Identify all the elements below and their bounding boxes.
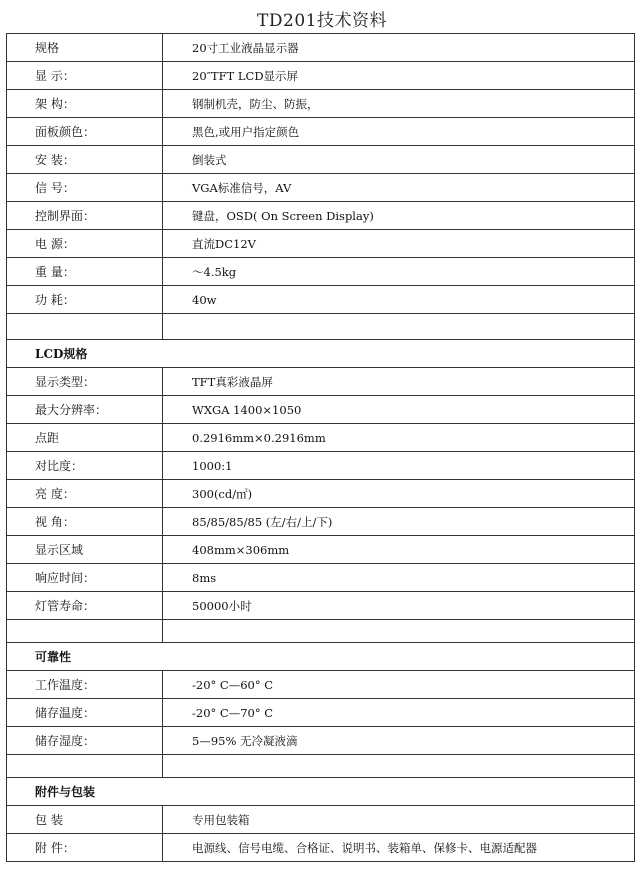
spec-value: 8ms (163, 564, 635, 592)
spec-value: -20° C—60° C (163, 671, 635, 699)
spec-value: 20寸工业液晶显示器 (163, 34, 635, 62)
spec-label: 储存温度： (7, 699, 163, 727)
spec-label: 显 示： (7, 62, 163, 90)
empty-row (7, 620, 635, 643)
table-row (7, 592, 635, 620)
spec-value: VGA标准信号，AV (163, 174, 635, 202)
spec-label: 点距 (7, 424, 163, 452)
table-row (7, 118, 635, 146)
empty-row (7, 755, 635, 778)
table-row (7, 508, 635, 536)
spec-label: 储存湿度： (7, 727, 163, 755)
spec-value: 黑色,或用户指定颜色 (163, 118, 635, 146)
spec-label: 安 装： (7, 146, 163, 174)
spec-value: 20″TFT LCD显示屏 (163, 62, 635, 90)
spec-label: 附 件： (7, 834, 163, 862)
table-row (7, 564, 635, 592)
spec-value: ～4.5kg (163, 258, 635, 286)
spec-label: 对比度： (7, 452, 163, 480)
table-row (7, 286, 635, 314)
table-row (7, 536, 635, 564)
spec-label: 控制界面： (7, 202, 163, 230)
table-row (7, 34, 635, 62)
spec-label: 规格 (7, 34, 163, 62)
spec-value: 键盘，OSD( On Screen Display) (163, 202, 635, 230)
section-heading-reliability: 可靠性 (7, 643, 635, 671)
spec-label: 最大分辨率： (7, 396, 163, 424)
section-row (7, 778, 635, 806)
section-heading-lcd: LCD规格 (7, 340, 635, 368)
table-row (7, 834, 635, 862)
spec-label: 显示类型： (7, 368, 163, 396)
spec-value: TFT真彩液晶屏 (163, 368, 635, 396)
table-row (7, 671, 635, 699)
spec-label: 功 耗： (7, 286, 163, 314)
spec-value: 40w (163, 286, 635, 314)
spec-label: 信 号： (7, 174, 163, 202)
spec-label: 灯管寿命： (7, 592, 163, 620)
section-row (7, 643, 635, 671)
spec-value: 50000小时 (163, 592, 635, 620)
table-row (7, 174, 635, 202)
spec-value: 0.2916mm×0.2916mm (163, 424, 635, 452)
table-row (7, 258, 635, 286)
table-row (7, 424, 635, 452)
spec-value: 408mm×306mm (163, 536, 635, 564)
section-heading-accessories: 附件与包装 (7, 778, 635, 806)
table-row (7, 396, 635, 424)
table-row (7, 90, 635, 118)
spec-value: 直流DC12V (163, 230, 635, 258)
table-row (7, 202, 635, 230)
table-row (7, 62, 635, 90)
table-row (7, 806, 635, 834)
table-row (7, 727, 635, 755)
spec-label: 显示区域 (7, 536, 163, 564)
table-row (7, 230, 635, 258)
empty-row (7, 314, 635, 340)
spec-label: 电 源： (7, 230, 163, 258)
spec-value: 1000:1 (163, 452, 635, 480)
spec-value: 300(cd/㎡) (163, 480, 635, 508)
spec-label: 架 构： (7, 90, 163, 118)
spec-value: 倒装式 (163, 146, 635, 174)
spec-label: 视 角： (7, 508, 163, 536)
spec-label: 亮 度： (7, 480, 163, 508)
spec-value: 专用包装箱 (163, 806, 635, 834)
spec-label: 响应时间： (7, 564, 163, 592)
section-row (7, 340, 635, 368)
spec-value: 85/85/85/85 (左/右/上/下) (163, 508, 635, 536)
spec-label: 包 装 (7, 806, 163, 834)
table-row (7, 480, 635, 508)
spec-value: -20° C—70° C (163, 699, 635, 727)
table-row (7, 146, 635, 174)
spec-label: 工作温度： (7, 671, 163, 699)
spec-value: WXGA 1400×1050 (163, 396, 635, 424)
spec-label: 重 量： (7, 258, 163, 286)
spec-value: 5—95% 无冷凝液滴 (163, 727, 635, 755)
table-row (7, 368, 635, 396)
table-row (7, 452, 635, 480)
spec-value: 钢制机壳，防尘、防振， (163, 90, 635, 118)
spec-value: 电源线、信号电缆、合格证、说明书、装箱单、保修卡、电源适配器 (163, 834, 635, 862)
table-row (7, 699, 635, 727)
document-title: TD201技术资料 (257, 11, 387, 31)
spec-label: 面板颜色： (7, 118, 163, 146)
spec-table (6, 33, 635, 862)
